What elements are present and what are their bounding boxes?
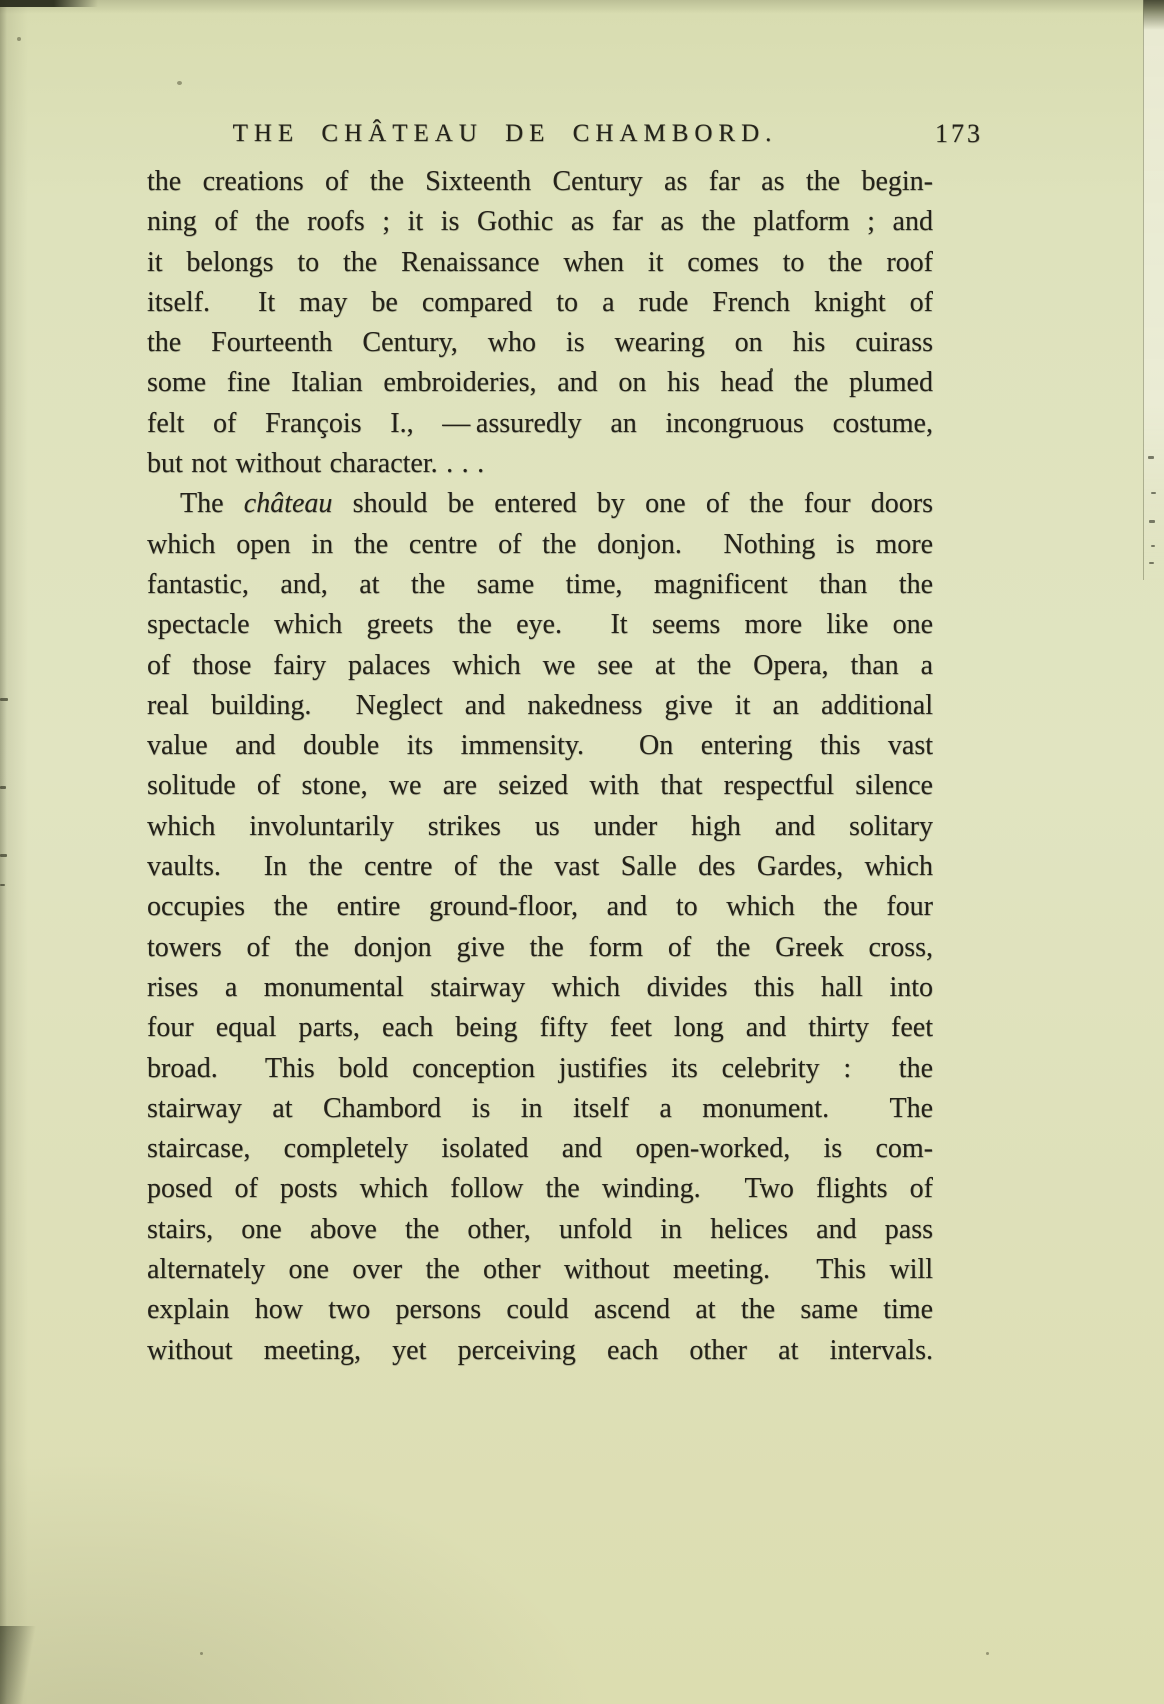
left-edge-mark: [0, 884, 5, 886]
italic-word: château: [243, 488, 333, 520]
text-line: broad. This bold conception justifies its celebrity : the: [147, 1052, 933, 1084]
paper-speck: [200, 1652, 203, 1655]
paper-speck: [17, 37, 21, 41]
text-line: four equal parts, each being fifty feet long and thirty feet: [147, 1012, 933, 1044]
text-line: without meeting, yet perceiving each other at intervals.: [147, 1334, 933, 1366]
text-line: it belongs to the Renaissance when it comes to the roof: [147, 246, 933, 278]
text-line: which involuntarily strikes us under high and solitary: [147, 810, 933, 842]
text-line: solitude of stone, we are seized with that respectful silence: [147, 770, 933, 802]
body-text: [147, 162, 933, 1371]
text-line: towers of the donjon give the form of the Greek cross,: [147, 931, 933, 963]
text-line: stairs, one above the other, unfold in helices and pass: [147, 1213, 933, 1245]
paper-speck: [986, 1652, 989, 1655]
left-edge-mark: [0, 854, 7, 857]
text-line: of those fairy palaces which we see at the Opera, than a: [147, 649, 933, 681]
left-edge-mark: [0, 786, 6, 789]
text-line: alternately one over the other without meeting. This will: [147, 1254, 933, 1286]
paper-speck: [177, 81, 182, 85]
text-line: ning of the roofs ; it is Gothic as far as the platform ; and: [147, 206, 933, 238]
page-edge-speck: [1151, 492, 1156, 494]
text-line: the Fourteenth Century, who is wearing on his cuirass: [147, 327, 933, 359]
text-line: but not without character. . . .: [147, 448, 485, 480]
page-edge-speck: [1148, 456, 1154, 459]
text-line: the creations of the Sixteenth Century as far as the begin-: [147, 166, 933, 197]
text-line: real building. Neglect and nakedness give it an additional: [147, 689, 933, 721]
page-edge-speck: [1151, 545, 1155, 547]
text-line: spectacle which greets the eye. It seems more like one: [147, 609, 933, 641]
text-line: staircase, completely isolated and open-worked, is com-: [147, 1133, 933, 1165]
text-line: stairway at Chambord is in itself a monument. The: [147, 1092, 933, 1124]
text-line: posed of posts which follow the winding. Two flights of: [147, 1173, 933, 1205]
page-header: [0, 118, 1010, 152]
text-line: which open in the centre of the donjon. Nothing is more: [147, 528, 933, 560]
scan-corner-shadow: [0, 1626, 42, 1704]
text-segment: The: [180, 488, 244, 520]
text-line: some fine Italian embroideries, and on his head the plumed: [147, 367, 933, 399]
text-segment: should be entered by one of the four doors: [332, 488, 933, 520]
text-line-paragraph-start: [147, 484, 933, 524]
running-header-title: THE CHÂTEAU DE CHAMBORD.: [232, 120, 778, 147]
text-line: value and double its immensity. On entering this vast: [147, 730, 933, 762]
left-edge-mark: [0, 698, 8, 701]
text-line: occupies the entire ground-floor, and to which the four: [147, 891, 933, 923]
text-line: fantastic, and, at the same time, magnificent than the: [147, 568, 933, 600]
scan-edge-shadow-top: [0, 0, 98, 7]
text-line: vaults. In the centre of the vast Salle des Gardes, which: [147, 851, 933, 883]
text-line: felt of François I., — assuredly an incongruous costume,: [147, 407, 933, 439]
text-line: itself. It may be compared to a rude French knight of: [147, 286, 933, 318]
page-edge-speck: [1149, 520, 1155, 523]
page-number: 173: [935, 119, 983, 148]
text-line: rises a monumental stairway which divides this hall into: [147, 971, 933, 1003]
text-line: explain how two persons could ascend at the same time: [147, 1294, 933, 1326]
page-edge-speck: [1149, 562, 1154, 564]
